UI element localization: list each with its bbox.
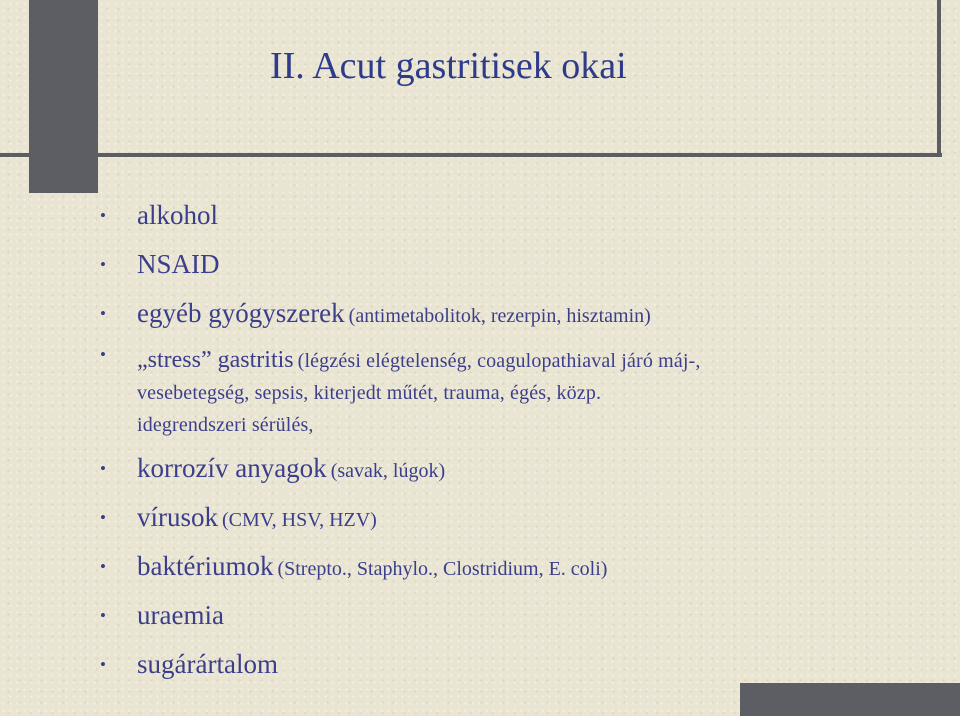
bullet-main-text: uraemia — [137, 600, 224, 630]
bullet-item-sugarartalom — [100, 642, 930, 691]
bullet-icon: • — [100, 655, 106, 674]
bullet-icon: • — [100, 606, 106, 625]
bullet-icon: • — [100, 255, 106, 274]
bullet-item-uraemia — [100, 593, 930, 642]
bullet-item-alkohol — [100, 193, 930, 242]
bullet-icon: • — [100, 557, 106, 576]
bullet-main-text: vírusok — [137, 502, 218, 532]
bullet-item-nsaid — [100, 242, 930, 291]
bullet-main-text: korrozív anyagok — [137, 453, 327, 483]
bullet-main-text: egyéb gyógyszerek — [137, 298, 345, 328]
bullet-detail-text: (Strepto., Staphylo., Clostridium, E. coli) — [277, 558, 608, 580]
bullet-detail-text: (savak, lúgok) — [330, 460, 446, 482]
bullet-icon: • — [100, 304, 106, 323]
bullet-item-virusok — [100, 495, 930, 544]
slide-title: II. Acut gastritisek okai — [270, 45, 627, 87]
bullet-item-stress-gastritis — [100, 340, 930, 446]
bullet-main-text: baktériumok — [137, 551, 274, 581]
bullet-icon: • — [100, 508, 106, 527]
bullet-main-text: alkohol — [137, 200, 218, 230]
bullet-main-text: sugárártalom — [137, 649, 278, 679]
bullet-main-text: NSAID — [137, 249, 220, 279]
bullet-detail-text: (légzési elégtelenség, coagulopathiaval járó máj-, — [297, 350, 701, 372]
decorative-block — [29, 0, 98, 193]
decorative-horizontal-rule — [0, 153, 942, 157]
bullet-icon: • — [100, 459, 106, 478]
bullet-item-korroziv — [100, 446, 930, 495]
bullet-detail-text: (antimetabolitok, rezerpin, hisztamin) — [348, 305, 651, 327]
bullet-detail-text-line2: vesebetegség, sepsis, kiterjedt műtét, trauma, égés, közp. — [137, 382, 602, 404]
bullet-item-gyogyszerek — [100, 291, 930, 340]
bullet-detail-text: (CMV, HSV, HZV) — [222, 509, 377, 531]
decorative-vertical-rule — [937, 0, 941, 157]
bullet-icon: • — [100, 345, 106, 364]
bullet-list — [100, 193, 930, 691]
bullet-detail-text-line3: idegrendszeri sérülés, — [137, 414, 314, 436]
bullet-item-bakteriumok — [100, 544, 930, 593]
bullet-icon: • — [100, 206, 106, 225]
bullet-main-text: „stress” gastritis — [137, 347, 294, 373]
